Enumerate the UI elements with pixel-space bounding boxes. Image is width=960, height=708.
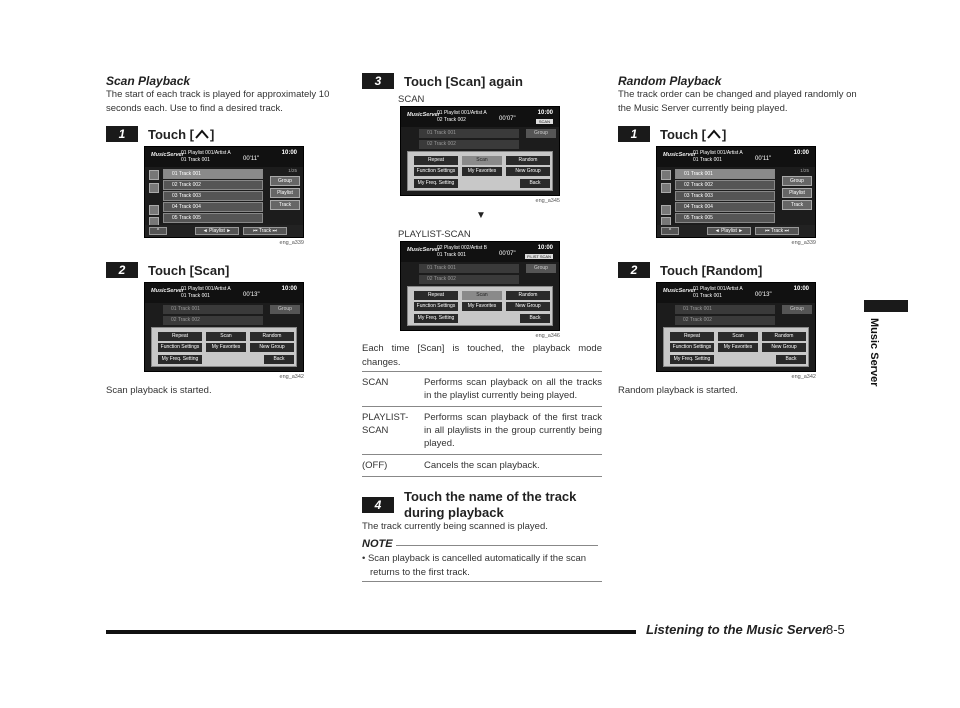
- my-favorites-button[interactable]: My Favorites: [462, 302, 502, 311]
- step-number: 2: [618, 262, 650, 278]
- new-group-button[interactable]: New Group: [506, 167, 550, 176]
- divider: [396, 545, 598, 546]
- scan-playback-intro: The start of each track is played for approximately 10 seconds each. Use to find a desired track.: [106, 89, 330, 114]
- back-button[interactable]: Back: [776, 355, 806, 364]
- my-favorites-button[interactable]: My Favorites: [206, 343, 246, 352]
- step-text: Touch [Random]: [660, 262, 763, 278]
- mode-desc: Performs scan playback on all the tracks in the playlist currently being played.: [424, 372, 602, 407]
- back-button[interactable]: Back: [520, 179, 550, 188]
- step-number: 2: [106, 262, 138, 278]
- random-playback-intro: The track order can be changed and played randomly on the Music Server currently being played.: [618, 89, 857, 114]
- clock: 10:00: [281, 286, 297, 292]
- bottom-bar: [145, 225, 303, 237]
- step4-desc: The track currently being scanned is played.: [362, 521, 548, 532]
- chevron-up-icon: [194, 127, 210, 141]
- track-row: 02 Track 002: [675, 316, 775, 325]
- brand-logo: MusicServer: [663, 288, 696, 294]
- down-arrow-icon: ▼: [476, 210, 486, 221]
- divider: [362, 581, 602, 582]
- scan-button[interactable]: Scan: [206, 332, 246, 341]
- repeat-button[interactable]: Repeat: [158, 332, 202, 341]
- screen-header: [145, 283, 303, 303]
- elapsed-time: 00'13": [755, 292, 772, 298]
- mid-step-4: [362, 489, 602, 521]
- track-row[interactable]: 02 Track 002: [675, 180, 775, 190]
- elapsed-time: 00'11": [755, 156, 772, 162]
- track-row[interactable]: 01 Track 001: [163, 169, 263, 179]
- track-line: 01 Track 001: [693, 157, 722, 163]
- track-line: 01 Track 001: [693, 293, 722, 299]
- track-row[interactable]: 05 Track 005: [675, 213, 775, 223]
- my-freq-setting-button[interactable]: My Freq. Setting: [414, 179, 458, 188]
- top-icon[interactable]: [661, 170, 671, 180]
- playlist-nav-button[interactable]: ◄ Playlist ►: [195, 227, 239, 235]
- track-line: 01 Track 001: [181, 293, 210, 299]
- track-line: 01 Track 001: [437, 252, 466, 258]
- random-playback-title: Random Playback: [618, 74, 722, 88]
- group-tag: Group: [526, 129, 556, 138]
- counter: 1/25: [800, 168, 809, 173]
- up-icon[interactable]: [661, 183, 671, 193]
- track-row[interactable]: 01 Track 001: [675, 169, 775, 179]
- left-step-1: [106, 126, 214, 142]
- screen-menu: [144, 282, 304, 372]
- step-text: Touch the name of the track during playback: [404, 489, 577, 520]
- playlist-button[interactable]: Playlist: [782, 188, 812, 198]
- scan-label: SCAN: [398, 94, 425, 105]
- note-text: • Scan playback is cancelled automatically if the scan returns to the first track.: [362, 553, 587, 578]
- elapsed-time: 00'07": [499, 251, 516, 257]
- footer-title: Listening to the Music Server: [646, 622, 828, 637]
- step-text-end: ]: [721, 126, 727, 142]
- scan-button[interactable]: Scan: [718, 332, 758, 341]
- group-button[interactable]: Group: [270, 176, 300, 186]
- playlist-line: 01 Playlist 001/Artist A: [693, 286, 743, 292]
- track-row: 02 Track 002: [419, 275, 519, 284]
- step-text: Touch [: [660, 126, 706, 142]
- screen-track-list: [656, 146, 816, 238]
- my-freq-setting-button[interactable]: My Freq. Setting: [670, 355, 714, 364]
- clock: 10:00: [281, 150, 297, 156]
- random-button[interactable]: Random: [250, 332, 294, 341]
- function-settings-button[interactable]: Function Settings: [414, 167, 458, 176]
- screen-header: [657, 147, 815, 167]
- page-number: 8-5: [826, 622, 845, 637]
- caption: eng_a342: [791, 374, 816, 380]
- repeat-button[interactable]: Repeat: [414, 156, 458, 165]
- step-number: 1: [618, 126, 650, 142]
- table-row: [362, 372, 602, 407]
- menu-popup: [151, 327, 297, 367]
- right-step-2: [618, 262, 762, 278]
- chevron-up-icon: [706, 127, 722, 141]
- playlist-line: 02 Playlist 002/Artist B: [437, 245, 488, 251]
- my-favorites-button[interactable]: My Favorites: [718, 343, 758, 352]
- elapsed-time: 00'13": [243, 292, 260, 298]
- track-nav-button[interactable]: ⏮ Track ⏭: [755, 227, 799, 235]
- step-number: 3: [362, 73, 394, 89]
- caption: eng_a346: [535, 333, 560, 339]
- random-button[interactable]: Random: [506, 156, 550, 165]
- random-button[interactable]: Random: [506, 291, 550, 300]
- pscan-label: PLAYLIST-SCAN: [398, 229, 471, 240]
- mode-name: (OFF): [362, 455, 424, 477]
- repeat-button[interactable]: Repeat: [670, 332, 714, 341]
- down-icon[interactable]: [661, 205, 671, 215]
- menu-popup: [407, 286, 553, 326]
- function-settings-button[interactable]: Function Settings: [670, 343, 714, 352]
- left-step-2: [106, 262, 229, 278]
- screen-track-list: [144, 146, 304, 238]
- caption: eng_a345: [535, 198, 560, 204]
- track-row[interactable]: 05 Track 005: [163, 213, 263, 223]
- screen-header: [401, 242, 559, 262]
- clock: 10:00: [537, 110, 553, 116]
- mode-change-desc: Each time [Scan] is touched, the playback mode changes.: [362, 343, 602, 368]
- track-row: 01 Track 001: [419, 264, 519, 273]
- track-row[interactable]: 03 Track 003: [163, 191, 263, 201]
- track-row: 02 Track 002: [419, 140, 519, 149]
- track-line: 01 Track 001: [181, 157, 210, 163]
- screen-menu: [656, 282, 816, 372]
- function-settings-button[interactable]: Function Settings: [414, 302, 458, 311]
- menu-popup: [407, 151, 553, 191]
- mode-name: PLAYLIST-SCAN: [362, 407, 424, 455]
- scan-modes-table: [362, 371, 602, 477]
- track-line: 02 Track 002: [437, 117, 466, 123]
- scan-badge: SCAN: [536, 119, 553, 124]
- playlist-line: 01 Playlist 001/Artist A: [181, 286, 231, 292]
- step-text: Touch [: [148, 126, 194, 142]
- my-favorites-button[interactable]: My Favorites: [462, 167, 502, 176]
- back-button[interactable]: Back: [264, 355, 294, 364]
- my-freq-setting-button[interactable]: My Freq. Setting: [158, 355, 202, 364]
- step-text: Touch [Scan] again: [404, 73, 523, 89]
- scan-playback-title: Scan Playback: [106, 74, 191, 88]
- playlist-nav-button[interactable]: ◄ Playlist ►: [707, 227, 751, 235]
- playlist-line: 01 Playlist 001/Artist A: [181, 150, 231, 156]
- scan-button[interactable]: Scan: [462, 156, 502, 165]
- mid-step-3: [362, 73, 523, 89]
- track-row[interactable]: 04 Track 004: [675, 202, 775, 212]
- step-text: Touch [Scan]: [148, 262, 230, 278]
- elapsed-time: 00'11": [243, 156, 260, 162]
- track-button[interactable]: Track: [782, 200, 812, 210]
- step-number: 4: [362, 497, 394, 513]
- back-button[interactable]: Back: [520, 314, 550, 323]
- footer-rule: [106, 630, 636, 634]
- screen-header: [657, 283, 815, 303]
- step-text-end: ]: [209, 126, 215, 142]
- track-row[interactable]: 02 Track 002: [163, 180, 263, 190]
- menu-popup: [663, 327, 809, 367]
- step-number: 1: [106, 126, 138, 142]
- clock: 10:00: [793, 150, 809, 156]
- new-group-button[interactable]: New Group: [250, 343, 294, 352]
- track-row: 01 Track 001: [163, 305, 263, 314]
- mode-name: SCAN: [362, 372, 424, 407]
- group-tag: Group: [526, 264, 556, 273]
- track-row: 02 Track 002: [163, 316, 263, 325]
- new-group-button[interactable]: New Group: [506, 302, 550, 311]
- playlist-button[interactable]: Playlist: [270, 188, 300, 198]
- function-settings-button[interactable]: Function Settings: [158, 343, 202, 352]
- track-row: 01 Track 001: [419, 129, 519, 138]
- track-nav-button[interactable]: ⏮ Track ⏭: [243, 227, 287, 235]
- my-freq-setting-button[interactable]: My Freq. Setting: [414, 314, 458, 323]
- group-tag: Group: [270, 305, 300, 314]
- brand-logo: MusicServer: [407, 112, 440, 118]
- scan-button[interactable]: Scan: [462, 291, 502, 300]
- playlist-line: 01 Playlist 001/Artist A: [693, 150, 743, 156]
- caption: eng_a342: [279, 374, 304, 380]
- caption: eng_a339: [791, 240, 816, 246]
- bottom-bar: [657, 225, 815, 237]
- clock: 10:00: [793, 286, 809, 292]
- repeat-button[interactable]: Repeat: [414, 291, 458, 300]
- top-icon[interactable]: [149, 170, 159, 180]
- elapsed-time: 00'07": [499, 116, 516, 122]
- track-row[interactable]: 03 Track 003: [675, 191, 775, 201]
- right-step-1: [618, 126, 726, 142]
- screen-header: [401, 107, 559, 127]
- playlist-line: 01 Playlist 001/Artist A: [437, 110, 487, 116]
- screen-playlist-scan: [400, 241, 560, 331]
- up-icon[interactable]: [149, 183, 159, 193]
- track-row: 01 Track 001: [675, 305, 775, 314]
- scan-result: Scan playback is started.: [106, 385, 212, 396]
- down-icon[interactable]: [149, 205, 159, 215]
- chevron-up-icon[interactable]: ^: [661, 227, 679, 235]
- table-row: [362, 407, 602, 455]
- clock: 10:00: [537, 245, 553, 251]
- brand-logo: MusicServer: [407, 247, 440, 253]
- brand-logo: MusicServer: [663, 152, 696, 158]
- side-tab-label: Music Server: [868, 318, 880, 387]
- random-button[interactable]: Random: [762, 332, 806, 341]
- mode-desc: Cancels the scan playback.: [424, 455, 602, 477]
- new-group-button[interactable]: New Group: [762, 343, 806, 352]
- note-title: NOTE: [362, 538, 393, 550]
- brand-logo: MusicServer: [151, 152, 184, 158]
- pscan-badge: P.LIST SCAN: [527, 254, 551, 259]
- random-result: Random playback is started.: [618, 385, 738, 396]
- chevron-up-icon[interactable]: ^: [149, 227, 167, 235]
- group-tag: Group: [782, 305, 812, 314]
- table-row: [362, 455, 602, 477]
- screen-scan: [400, 106, 560, 196]
- track-row[interactable]: 04 Track 004: [163, 202, 263, 212]
- track-button[interactable]: Track: [270, 200, 300, 210]
- brand-logo: MusicServer: [151, 288, 184, 294]
- side-tab: [864, 300, 908, 312]
- counter: 1/25: [288, 168, 297, 173]
- caption: eng_a339: [279, 240, 304, 246]
- screen-header: [145, 147, 303, 167]
- mode-desc: Performs scan playback of the first track in all playlists in the group currently being played.: [424, 407, 602, 455]
- group-button[interactable]: Group: [782, 176, 812, 186]
